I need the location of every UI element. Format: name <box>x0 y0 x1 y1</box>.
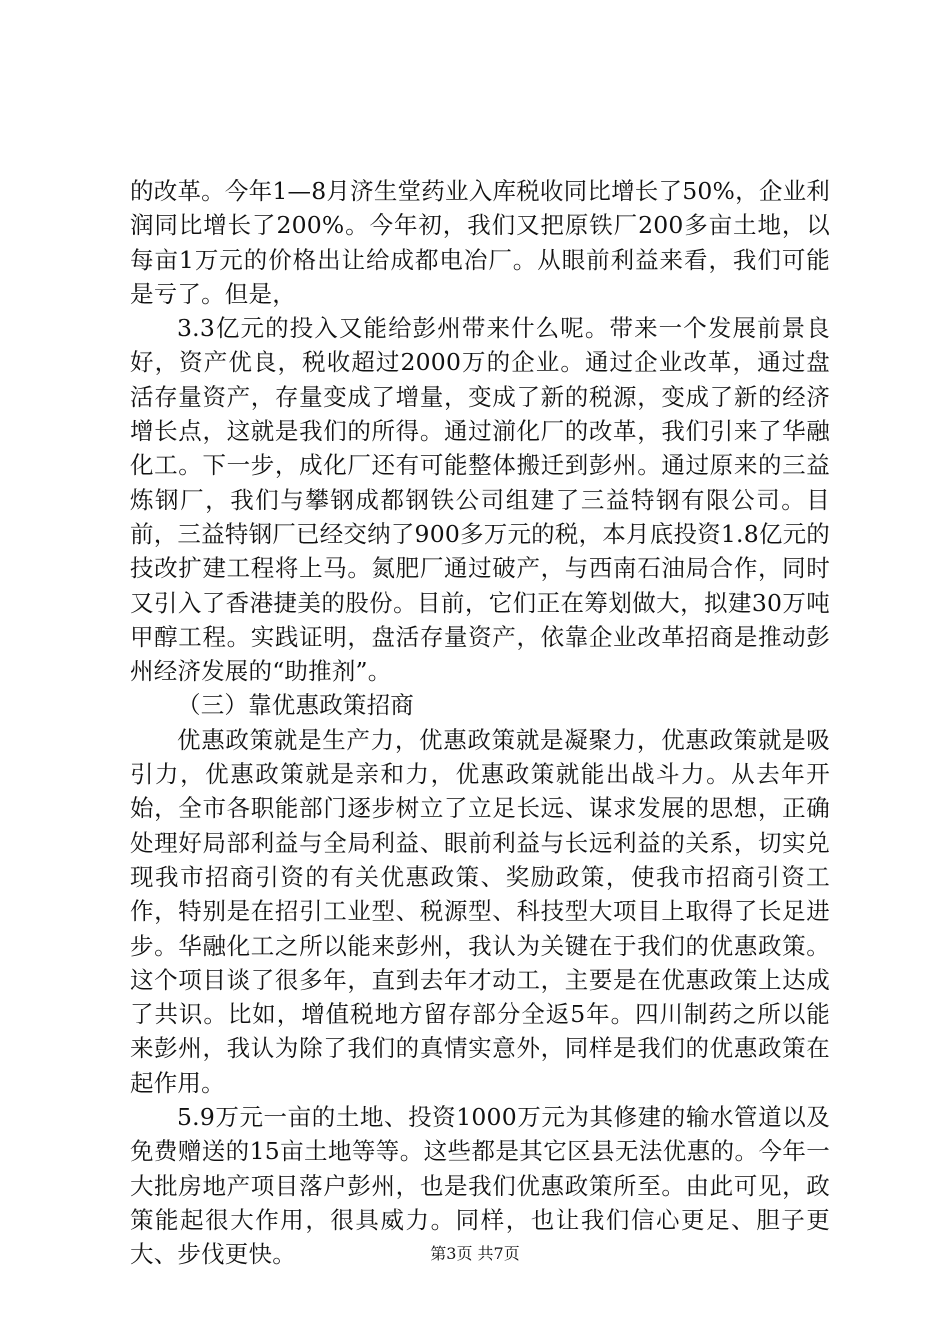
page-number-footer: 第3页 共7页 <box>430 1244 520 1263</box>
paragraph-preferential-policy: 优惠政策就是生产力，优惠政策就是凝聚力，优惠政策就是吸引力，优惠政策就是亲和力，优惠政策就能出战斗力。从去年开始，全市各职能部门逐步树立了立足长远、谋求发展的思想，正确处理好局部利益与全局利益、眼前利益与长远利益的关系，切实兑现我市招商引资的有关优惠政策、奖励政策，使我市招商引资工作，特别是在招引工业型、税源型、科技型大项目上取得了长足进步。华融化工之所以能来彭州，我认为关键在于我们的优惠政策。这个项目谈了很多年，直到去年才动工，主要是在优惠政策上达成了共识。比如，增值税地方留存部分全返5年。四川制药之所以能来彭州，我认为除了我们的真情实意外，同样是我们的优惠政策在起作用。 <box>130 725 830 1097</box>
paragraph-investment: 3.3亿元的投入又能给彭州带来什么呢。带来一个发展前景良好，资产优良，税收超过2000万的企业。通过企业改革，通过盘活存量资产，存量变成了增量，变成了新的税源，变成了新的经济增长点，这就是我们的所得。通过湔化厂的改革，我们引来了华融化工。下一步，成化厂还有可能整体搬迁到彭州。通过原来的三益炼钢厂，我们与攀钢成都钢铁公司组建了三益特钢有限公司。目前，三益特钢厂已经交纳了900多万元的税，本月底投资1.8亿元的技改扩建工程将上马。氮肥厂通过破产，与西南石油局合作，同时又引入了香港捷美的股份。目前，它们正在筹划做大，拟建30万吨甲醇工程。实践证明，盘活存量资产，依靠企业改革招商是推动彭州经济发展的“助推剂”。 <box>130 314 830 686</box>
section-heading-preferential-policy: （三）靠优惠政策招商 <box>177 691 414 720</box>
paragraph-land-investment: 5.9万元一亩的土地、投资1000万元为其修建的输水管道以及免费赠送的15亩土地等等。这些都是其它区县无法优惠的。今年一大批房地产项目落户彭州，也是我们优惠政策所至。由此可见，政策能起很大作用，很具威力。同样，也让我们信心更足、胆子更大、步伐更快。 <box>130 1103 830 1269</box>
document-body <box>130 174 830 1272</box>
paragraph-continuation: 的改革。今年1—8月济生堂药业入库税收同比增长了50%，企业利润同比增长了200%。今年初，我们又把原铁厂200多亩土地，以每亩1万元的价格出让给成都电冶厂。从眼前利益来看，我们可能是亏了。但是， <box>130 177 830 308</box>
